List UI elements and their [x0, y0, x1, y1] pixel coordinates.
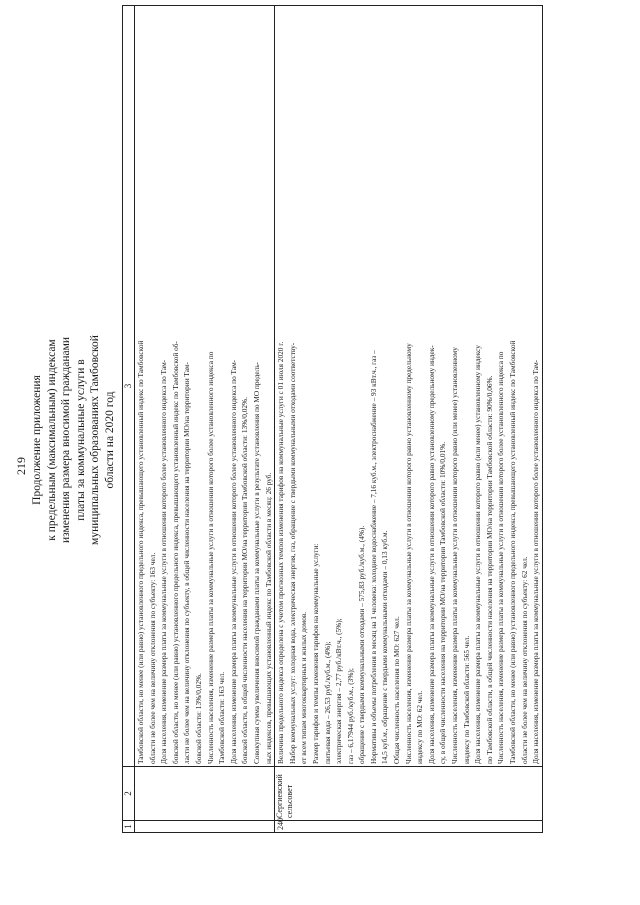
text-line: бовской области, но менее (или равно) установленного предельного индекса, превышающего установленный индекс по Тамбовской об- [170, 341, 180, 764]
text-line: Доля населения, изменение размера платы за коммунальные услуги в отношении которого более установленного индекса по Там- [531, 359, 541, 764]
text-line: питьевая вода – 26,53 руб./куб.м., (4%); [322, 641, 332, 764]
table-header-row [123, 6, 135, 833]
appendix-heading [30, 95, 117, 785]
text-line: ласти не более чем на величину отклонения по субъекту, в общей численности населения на территории МО/на территории Там- [182, 362, 192, 764]
text-line: Численность населения, изменение размера платы за коммунальные услуги в отношении которого более установленного индекса по [496, 351, 506, 764]
text-line: по Тамбовской области, в общей численности населения на территории МО/на территории Тамбовской области: 90%/0,06%. [484, 375, 494, 764]
text-line: Доля населения, изменение размера платы за коммунальные услуги в отношении которого равно (или менее) установленному индексу [473, 345, 483, 764]
text-line: бовской области, в общей численности населения на территории МО/на территории Тамбовской области: 13%/0,02%. [240, 397, 250, 764]
table-row-continuation [135, 6, 275, 833]
heading-line: к предельным (максимальным) индексам [45, 339, 58, 541]
municipality-name [275, 767, 543, 821]
text-line: су, в общей численности населения на территории МО/на территории Тамбовской области: 10%/0,01%. [438, 441, 448, 764]
name-line: Сергиевский [275, 774, 285, 818]
text-line: Общая численность населения по МО: 627 чел. [392, 616, 402, 764]
name-line: сельсовет [285, 784, 295, 818]
text-line: Численность населения, изменение размера платы за коммунальные услуги в отношении которого более установленного индекса по [205, 351, 215, 764]
text-line: Тамбовской области, но менее (или равно) установленного предельного индекса, превышающего установленный индекс по Тамбовской [508, 340, 517, 764]
text-line: Тамбовской области, но менее (или равно) установленного предельного индекса, превышающего установленный индекс по Тамбовской [136, 340, 145, 764]
heading-line: платы за коммунальные услуги в [74, 359, 87, 521]
text-line: Набор коммунальных услуг: холодная вода, электрическая энергия, газ, обращение с твердыми коммунальными отходами соответству- [287, 342, 297, 764]
text-line: электрическая энергия – 2,77 руб./кВт.ч., (5%); [334, 618, 344, 764]
text-line: области не более чем на величину отклонения по субъекту: 62 чел. [519, 556, 529, 764]
text-line: ных индексов, превышающих установленный индекс по Тамбовской области в месяц: 26 руб. [263, 472, 273, 764]
text-line: ет всем типам многоквартирных и жилых домов. [299, 611, 309, 764]
text-line: Нормативы и объемы потребления в месяц на 1 человека: холодное водоснабжение – 7,16 куб.м., электроснабжение – 93 кВт.ч., газ – [368, 350, 378, 764]
empty-cell [135, 767, 275, 821]
text-line: индексу по Тамбовской области: 565 чел. [461, 635, 471, 764]
text-line: газ – 6,17944 руб./куб.м., (3%); [345, 668, 355, 764]
heading-line: муниципальных образованиях Тамбовской [89, 335, 101, 545]
text-line: Доля населения, изменение размера платы за коммунальные услуги в отношении которого равно установленному предельному индек- [426, 345, 436, 764]
text-line: Величина предельного индекса определена с учетом прогнозных темпов изменения тарифов на коммунальные услуги с 01 июля 2020 г. [276, 341, 286, 764]
page-number: 219 [14, 457, 28, 475]
indices-table [122, 5, 543, 833]
row-number: 240 [275, 821, 543, 833]
header-cell: 2 [123, 767, 135, 821]
text-line: области не более чем на величину отклонения по субъекту: 163 чел. [147, 552, 157, 764]
text-line: обращение с твердыми коммунальными отходами – 575,83 руб./куб.м., (4%). [357, 525, 367, 764]
text-line: Численность населения, изменение размера платы за коммунальные услуги в отношении которого равно установленному предельному [403, 343, 413, 764]
text-line: 14,5 куб.м., обращение с твердыми коммунальными отходами – 0,13 куб.м. [380, 530, 390, 764]
text-line: Совокупная сумма увеличения вносимой гражданами платы за коммунальные услуги в результате установления по МО предель- [251, 362, 261, 764]
row-text [275, 6, 543, 767]
text-line: Размер тарифов и темпы изменения тарифов на коммунальные услуги: [310, 543, 320, 764]
heading-line: Продолжение приложения [31, 375, 43, 505]
table-row [275, 6, 543, 833]
text-line: бовской области: 13%/0,02%. [193, 673, 203, 764]
text-line: Тамбовской области: 163 чел. [217, 671, 227, 764]
continuation-text [135, 6, 275, 767]
text-line: Численность населения, изменение размера платы за коммунальные услуги в отношении которого равно (или менее) установленному [450, 347, 460, 764]
text-line: индексу по МО: 62 чел. [415, 690, 425, 764]
empty-cell [135, 821, 275, 833]
header-cell: 1 [123, 821, 135, 833]
heading-line: области на 2020 год [103, 391, 116, 489]
header-cell: 3 [123, 6, 135, 767]
text-line: Доля населения, изменение размера платы за коммунальные услуги в отношении которого более установленного индекса по Там- [228, 359, 238, 764]
text-line: Доля населения, изменение размера платы за коммунальные услуги в отношении которого более установленного индекса по Там- [159, 359, 169, 764]
heading-line: изменения размера вносимой гражданами [60, 336, 72, 544]
